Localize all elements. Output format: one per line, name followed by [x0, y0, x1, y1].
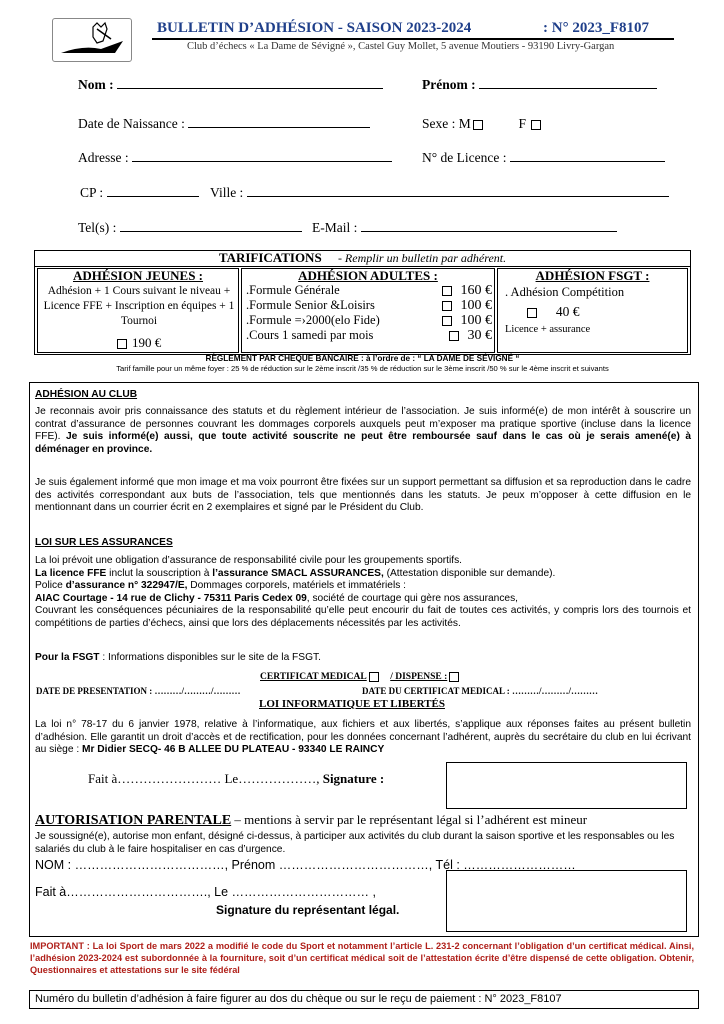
header-rule — [152, 38, 674, 40]
signature-line[interactable]: Fait à…………………… Le………………, Signature : — [88, 771, 385, 786]
sexe-f-checkbox[interactable] — [531, 120, 541, 130]
adulte-option[interactable]: .Cours 1 samedi par mois 30 € — [246, 328, 492, 343]
tarifs-header: TARIFICATIONS - Remplir un bulletin par adhérent. — [218, 250, 507, 265]
ville-field[interactable]: Ville : — [210, 185, 669, 201]
adhesion-p2: Je suis également informé que mon image et ma voix pourront être fixées sur un support permettant sa diffusion et sa reproduction dans le cadre des activités correspondant aux buts de l’association, tels que mentionnés dans les statuts. Je peux m’opposer à cette diffusion en le mentionnant dans un courrier écrit en 2 exemplaires et signé par le Président du Club. — [35, 477, 691, 513]
parentale-nom[interactable]: NOM : ………………………………, Prénom ………………………………, Tél : ……………………… — [35, 858, 576, 872]
cp-field[interactable]: CP : — [80, 185, 199, 201]
parentale-text: Je soussigné(e), autorise mon enfant, désigné ci-dessus, à participer aux activités du club durant la saison sportive et les responsables ou les salariés du club à le faire hospitaliser en cas d’urgence. — [35, 831, 675, 855]
prenom-field[interactable]: Prénom : — [422, 77, 657, 93]
tel-field[interactable]: Tel(s) : — [78, 220, 302, 236]
nom-field[interactable]: Nom : — [78, 77, 383, 93]
naissance-field[interactable]: Date de Naissance : — [78, 116, 370, 132]
famille-text: Tarif famille pour un même foyer : 25 % de réduction sur le 2ème inscrit /35 % de réduction sur le 3ème inscrit /50 % sur le 4ème inscrit et suivants — [116, 364, 609, 373]
certificat-medical[interactable]: CERTIFICAT MEDICAL / DISPENSE : — [260, 672, 461, 682]
adulte-option[interactable]: .Formule =›2000(elo Fide) 100 € — [246, 313, 492, 328]
adultes-title: ADHÉSION ADULTES : — [298, 268, 438, 283]
page-title: BULLETIN D’ADHÉSION - SAISON 2023-2024 — [157, 20, 472, 36]
licence-field[interactable]: N° de Licence : — [422, 150, 665, 166]
important-notice: IMPORTANT : La loi Sport de mars 2022 a modifié le code du Sport et notamment l’article L. 231-2 concernant l’obligation d’un certificat médical. Ainsi, l’adhésion 2023-2024 est subordonnée à la fourniture, soit d’un certificat médical soit de l’attestation écrite d’être dispensé de cette obligation. Obtenir, Questionnaires et attestations sur le site fédéral — [30, 941, 694, 975]
date-certificat[interactable]: DATE DU CERTIFICAT MEDICAL : ………/………/……… — [362, 686, 598, 696]
date-presentation[interactable]: DATE DE PRESENTATION : ………/………/……… — [36, 686, 241, 696]
fsgt-item: . Adhésion Compétition — [505, 285, 625, 299]
jeunes-price[interactable]: 190 € — [37, 335, 239, 351]
parentale-signature-label: Signature du représentant légal. — [216, 903, 400, 917]
fsgt-price[interactable]: 40 € — [525, 304, 580, 320]
informatique-text: La loi n° 78-17 du 6 janvier 1978, relative à l’informatique, aux fichiers et aux libertés, s’applique aux réponses faites au présent bulletin d’adhésion. Elle garantit un droit d’accès et de rectification, pour les données concernant l’adhérent, auprès du secrétaire du club en lui écrivant au siège : Mr Didier SECQ- 46 B ALLEE DU PLATEAU - 93340 LE RAINCY — [35, 719, 691, 755]
signature-box[interactable] — [446, 762, 687, 809]
fsgt-info: Pour la FSGT : Informations disponibles sur le site de la FSGT. — [35, 652, 321, 663]
tarifs-divider — [34, 266, 691, 267]
parentale-signature-box[interactable] — [446, 870, 687, 932]
assurances-text: La loi prévoit une obligation d’assurance de responsabilité civile pour les groupements sportifs. La licence FFE inclut la souscription à l’assurance SMACL ASSURANCES, (Attestation disponible sur demande). Police d’assurance n° 322947/E, Dommages corporels, matériels et immatériels : AIAC Courtage - 14 rue de Clichy - 75311 Paris Cedex 09, société de courtage qui gère nos assurances, Couvrant les conséquences pécuniaires de la responsabilité qu’elle peut encourir du fait de toutes ces activités, y compris lors des tournois et compétitions de parties d’échecs, ainsi que lors des déplacements nécessités par les activités. — [35, 555, 691, 629]
club-logo — [52, 18, 132, 62]
adultes-list — [246, 283, 492, 343]
adresse-field[interactable]: Adresse : — [78, 150, 392, 166]
bulletin-number: : N° 2023_F8107 — [543, 20, 649, 36]
adulte-option[interactable]: .Formule Senior &Loisirs 100 € — [246, 298, 492, 313]
adulte-option[interactable]: .Formule Générale 160 € — [246, 283, 492, 298]
parentale-title: AUTORISATION PARENTALE – mentions à servir par le représentant légal si l’adhérent est mineur — [35, 812, 588, 828]
adhesion-p1: Je reconnais avoir pris connaissance des statuts et du règlement intérieur de l’association. Je suis informé(e) de mon intérêt à souscrire un contrat d’assurance de personnes couvrant les dommages corporels auxquels peut m’exposer ma pratique sportive (incluse dans la licence FFE). Je suis informé(e) aussi, que toute activité souscrite ne peut être remboursée sauf dans le cas où je serais amené(e) à déménager en province. — [35, 406, 692, 455]
club-address: Club d’échecs « La Dame de Sévigné », Castel Guy Mollet, 5 avenue Moutiers - 93190 Livry-Gargan — [187, 41, 615, 52]
sexe-field[interactable]: Sexe : M F — [422, 116, 543, 132]
jeunes-text: Adhésion + 1 Cours suivant le niveau + Licence FFE + Inscription en équipes + 1 Tournoi — [43, 285, 235, 327]
jeunes-title: ADHÉSION JEUNES : — [72, 268, 204, 283]
reglement-text: RÈGLEMENT PAR CHEQUE BANCAIRE : à l’ordre de : “ LA DAME DE SÉVIGNÉ “ — [205, 354, 520, 363]
email-field[interactable]: E-Mail : — [312, 220, 617, 236]
sexe-m-checkbox[interactable] — [473, 120, 483, 130]
informatique-heading: LOI INFORMATIQUE ET LIBERTÉS — [259, 698, 445, 710]
parentale-fait[interactable]: Fait à……………………………., Le …………………………… , — [35, 885, 377, 899]
adhesion-heading: ADHÉSION AU CLUB — [35, 389, 138, 400]
fsgt-note: Licence + assurance — [505, 324, 591, 335]
assurances-heading: LOI SUR LES ASSURANCES — [35, 537, 173, 548]
fsgt-title: ADHÉSION FSGT : — [535, 268, 650, 283]
footer-text: Numéro du bulletin d’adhésion à faire figurer au dos du chèque ou sur le reçu de paiement : N° 2023_F8107 — [35, 993, 562, 1005]
chess-queen-logo-icon — [53, 19, 131, 61]
